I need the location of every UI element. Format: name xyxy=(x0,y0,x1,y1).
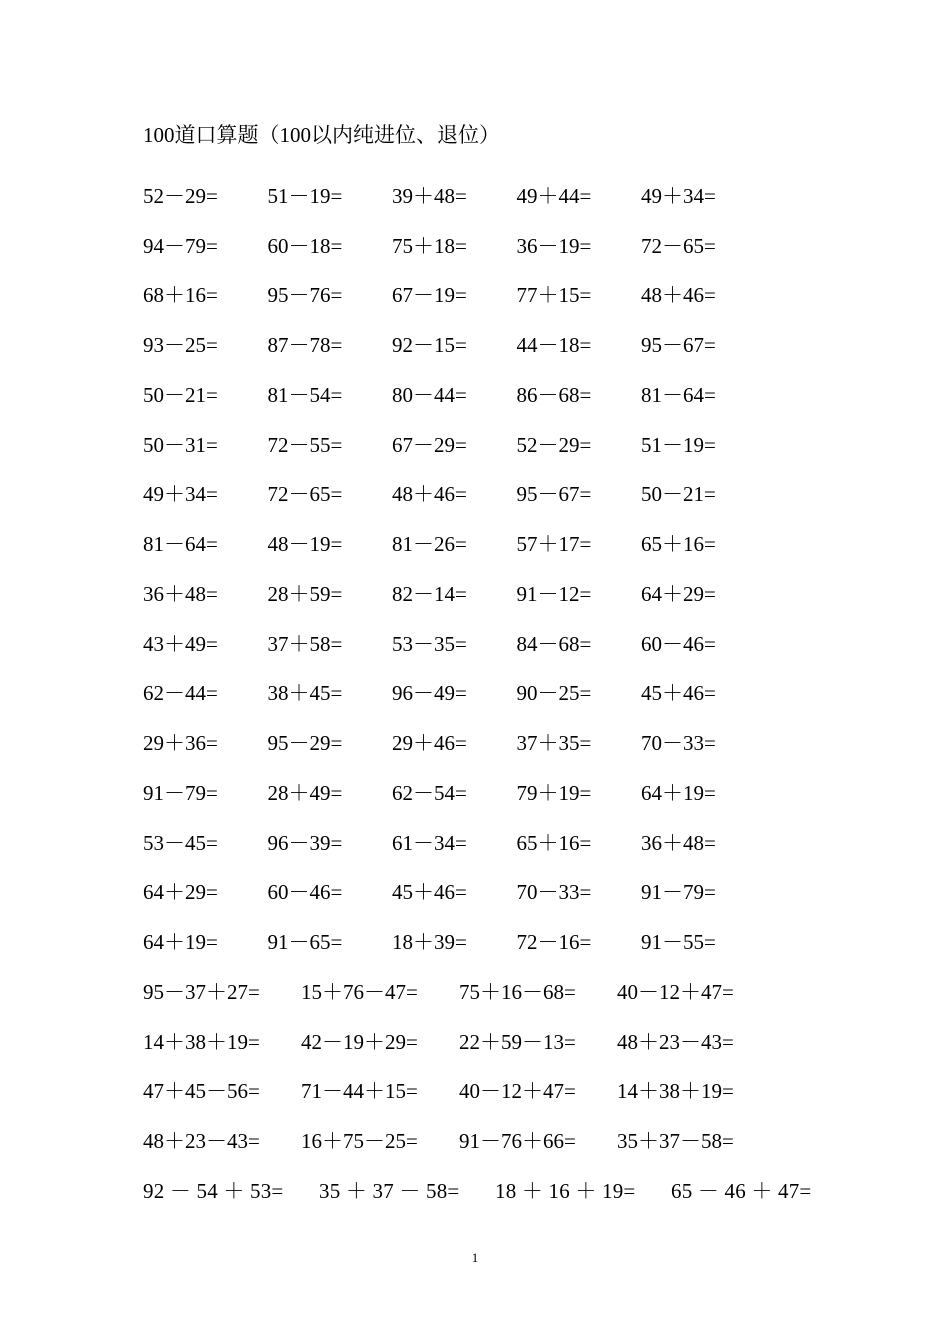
problem: 60－18= xyxy=(267,233,343,258)
problem: 81－26= xyxy=(392,532,467,557)
problem-row xyxy=(143,767,847,817)
problem: 91－76＋66= xyxy=(459,1129,576,1154)
problem: 86－68= xyxy=(516,382,592,407)
problem: 93－25= xyxy=(143,333,218,358)
problem: 60－46= xyxy=(641,631,716,656)
problem-row xyxy=(143,1165,847,1215)
problem-row xyxy=(143,817,847,867)
problem: 60－46= xyxy=(267,880,343,905)
problem: 62－54= xyxy=(392,780,467,805)
problem: 70－33= xyxy=(641,731,716,756)
problem: 40－12＋47= xyxy=(617,979,734,1004)
problem: 72－65= xyxy=(267,482,343,507)
problem: 43＋49= xyxy=(143,631,218,656)
problem-row xyxy=(143,867,847,917)
problem: 65＋16= xyxy=(641,532,716,557)
problem: 65 － 46 ＋ 47= xyxy=(671,1178,812,1203)
problem: 16＋75－25= xyxy=(301,1129,418,1154)
problem: 18＋39= xyxy=(392,930,467,955)
problem: 91－79= xyxy=(143,780,218,805)
problem: 48－19= xyxy=(267,532,343,557)
problem: 84－68= xyxy=(516,631,592,656)
problem: 36＋48= xyxy=(641,830,716,855)
problem-row xyxy=(143,568,847,618)
problem: 49＋44= xyxy=(516,183,592,208)
problem: 35 ＋ 37 － 58= xyxy=(319,1178,460,1203)
problem: 28＋49= xyxy=(267,780,343,805)
problem: 61－34= xyxy=(392,830,467,855)
problem-row xyxy=(143,270,847,320)
problem: 91－65= xyxy=(267,930,343,955)
problem: 95－76= xyxy=(267,283,343,308)
problem: 52－29= xyxy=(143,183,218,208)
problem: 48＋23－43= xyxy=(143,1129,260,1154)
problem-row xyxy=(143,1066,847,1116)
problem: 72－55= xyxy=(267,432,343,457)
problem: 72－65= xyxy=(641,233,716,258)
problem-row xyxy=(143,1115,847,1165)
problem-row xyxy=(143,966,847,1016)
problem: 92－15= xyxy=(392,333,467,358)
problem: 87－78= xyxy=(267,333,343,358)
problem: 96－49= xyxy=(392,681,467,706)
problem-row xyxy=(143,518,847,568)
problem: 53－45= xyxy=(143,830,218,855)
problem: 70－33= xyxy=(516,880,592,905)
problem: 18 ＋ 16 ＋ 19= xyxy=(495,1178,636,1203)
problem: 53－35= xyxy=(392,631,467,656)
problem: 15＋76－47= xyxy=(301,979,418,1004)
problem: 80－44= xyxy=(392,382,467,407)
problem: 67－19= xyxy=(392,283,467,308)
problem: 29＋36= xyxy=(143,731,218,756)
problem: 29＋46= xyxy=(392,731,467,756)
problem: 48＋46= xyxy=(641,283,716,308)
problem-row xyxy=(143,717,847,767)
problem: 50－21= xyxy=(641,482,716,507)
problem: 81－64= xyxy=(641,382,716,407)
problem: 64＋29= xyxy=(641,581,716,606)
problem: 64＋19= xyxy=(641,780,716,805)
problem: 94－79= xyxy=(143,233,218,258)
problem-grid xyxy=(143,170,847,1215)
problem-row xyxy=(143,916,847,966)
problem: 45＋46= xyxy=(392,880,467,905)
problem: 48＋23－43= xyxy=(617,1029,734,1054)
problem: 49＋34= xyxy=(641,183,716,208)
problem: 62－44= xyxy=(143,681,218,706)
problem: 48＋46= xyxy=(392,482,467,507)
problem: 75＋18= xyxy=(392,233,467,258)
problem: 65＋16= xyxy=(516,830,592,855)
problem: 51－19= xyxy=(641,432,716,457)
problem: 22＋59－13= xyxy=(459,1029,576,1054)
problem: 57＋17= xyxy=(516,532,592,557)
problem: 95－37＋27= xyxy=(143,979,260,1004)
problem-row xyxy=(143,220,847,270)
problem: 95－29= xyxy=(267,731,343,756)
problem: 36＋48= xyxy=(143,581,218,606)
problem: 40－12＋47= xyxy=(459,1079,576,1104)
problem: 95－67= xyxy=(516,482,592,507)
problem: 72－16= xyxy=(516,930,592,955)
problem: 68＋16= xyxy=(143,283,218,308)
problem: 52－29= xyxy=(516,432,592,457)
problem-row xyxy=(143,668,847,718)
problem: 71－44＋15= xyxy=(301,1079,418,1104)
problem: 45＋46= xyxy=(641,681,716,706)
worksheet-title: 100道口算题（100以内纯进位、退位） xyxy=(143,123,500,147)
problem: 49＋34= xyxy=(143,482,218,507)
problem: 47＋45－56= xyxy=(143,1079,260,1104)
problem: 64＋29= xyxy=(143,880,218,905)
problem: 36－19= xyxy=(516,233,592,258)
problem: 82－14= xyxy=(392,581,467,606)
problem: 91－12= xyxy=(516,581,592,606)
problem: 75＋16－68= xyxy=(459,979,576,1004)
problem: 64＋19= xyxy=(143,930,218,955)
problem: 51－19= xyxy=(267,183,343,208)
problem-row xyxy=(143,419,847,469)
problem: 79＋19= xyxy=(516,780,592,805)
problem: 96－39= xyxy=(267,830,343,855)
problem: 14＋38＋19= xyxy=(143,1029,260,1054)
problem: 37＋35= xyxy=(516,731,592,756)
problem-row xyxy=(143,469,847,519)
problem: 81－64= xyxy=(143,532,218,557)
problem: 90－25= xyxy=(516,681,592,706)
problem: 50－21= xyxy=(143,382,218,407)
problem: 91－79= xyxy=(641,880,716,905)
problem-row xyxy=(143,170,847,220)
problem: 14＋38＋19= xyxy=(617,1079,734,1104)
problem: 28＋59= xyxy=(267,581,343,606)
problem: 44－18= xyxy=(516,333,592,358)
problem: 95－67= xyxy=(641,333,716,358)
problem-row xyxy=(143,618,847,668)
problem: 67－29= xyxy=(392,432,467,457)
problem: 42－19＋29= xyxy=(301,1029,418,1054)
problem: 37＋58= xyxy=(267,631,343,656)
problem-row xyxy=(143,369,847,419)
problem: 50－31= xyxy=(143,432,218,457)
problem: 81－54= xyxy=(267,382,343,407)
problem: 35＋37－58= xyxy=(617,1129,734,1154)
problem: 39＋48= xyxy=(392,183,467,208)
problem: 92 － 54 ＋ 53= xyxy=(143,1178,284,1203)
page-number: 1 xyxy=(471,1250,479,1265)
problem: 77＋15= xyxy=(516,283,592,308)
problem: 38＋45= xyxy=(267,681,343,706)
problem: 91－55= xyxy=(641,930,716,955)
problem-row xyxy=(143,319,847,369)
problem-row xyxy=(143,1016,847,1066)
